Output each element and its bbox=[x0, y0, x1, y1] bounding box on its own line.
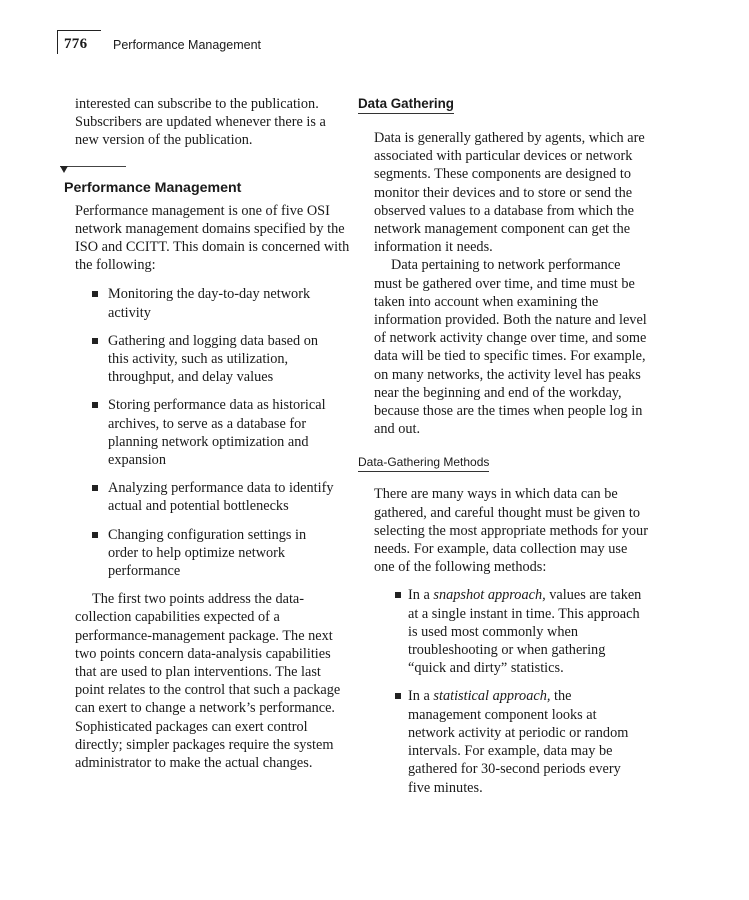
bullet-square-icon bbox=[92, 532, 98, 538]
section-heading: Performance Management bbox=[64, 179, 242, 196]
closing-paragraph: The first two points address the data-collection capabilities expected of a performance-management package. The next two points concern data-analysis capabilities that are used to plan interventions. The last point relates to the control that such a package can exert to change a network’s performance. Sophisticated packages can exert control directly; simpler packages require the system administrator to make the actual changes. bbox=[75, 591, 341, 772]
left-column bbox=[60, 95, 350, 772]
data-gathering-paragraph-2: Data pertaining to network performance must be gathered over time, and time must be taken into account when examining the information provided. Both the nature and level of network activity change over time, and some data will be tied to specific times. For example, on many networks, the activity level has peaks near the beginning and end of the workday, because those are the times when people log in and out. bbox=[374, 257, 647, 438]
list-item: Monitoring the day-to-day network activity bbox=[60, 285, 350, 321]
right-bullet-list bbox=[358, 586, 650, 796]
bullet-square-icon bbox=[395, 592, 401, 598]
bullet-square-icon bbox=[92, 402, 98, 408]
bullet-square-icon bbox=[92, 338, 98, 344]
list-item: Gathering and logging data based on this activity, such as utilization, throughput, and delay values bbox=[60, 332, 350, 387]
list-item: In a snapshot approach, values are taken at a single instant in time. This approach is used most commonly when troubleshooting or when gathering “quick and dirty” statistics. bbox=[358, 586, 650, 677]
subsubheading-block bbox=[358, 453, 650, 475]
intro-paragraph: interested can subscribe to the publication. Subscribers are updated whenever there is a new version of the publication. bbox=[75, 96, 326, 149]
running-title: Performance Management bbox=[113, 38, 261, 52]
data-gathering-paragraph-1: Data is generally gathered by agents, which are associated with particular devices or network segments. These components are designed to monitor their devices and to store or send the observed values to a database from which the network management component can get the information it needs. bbox=[374, 130, 645, 256]
snapshot-approach-term: snapshot approach, bbox=[433, 587, 546, 604]
left-bullet-list bbox=[60, 285, 350, 580]
header-rule-top bbox=[57, 30, 101, 31]
section-heading-block bbox=[60, 166, 350, 200]
running-head bbox=[57, 30, 317, 56]
triangle-marker-icon bbox=[60, 166, 68, 173]
header-rule-left bbox=[57, 30, 58, 54]
section-intro-paragraph: Performance management is one of five OSI network management domains specified by the ISO and CCITT. This domain is concerned with the following: bbox=[75, 202, 350, 274]
right-column bbox=[358, 95, 650, 797]
list-item: Changing configuration settings in order to help optimize network performance bbox=[60, 526, 350, 581]
methods-intro-paragraph: There are many ways in which data can be gathered, and careful thought must be given to selecting the most appropriate methods for your needs. For example, data collection may use one of the following methods: bbox=[374, 486, 648, 576]
bullet-square-icon bbox=[395, 693, 401, 699]
list-item: Analyzing performance data to identify actual and potential bottlenecks bbox=[60, 479, 350, 515]
heading-rule bbox=[60, 166, 126, 167]
statistical-approach-term: statistical approach, bbox=[433, 688, 551, 705]
data-gathering-heading: Data Gathering bbox=[358, 96, 454, 114]
list-item: In a statistical approach, the management component looks at network activity at periodic or random intervals. For example, data may be gathered for 30-second periods every five minutes. bbox=[358, 687, 650, 796]
page-number: 776 bbox=[64, 36, 88, 52]
subheading-block bbox=[358, 95, 650, 119]
bullet-square-icon bbox=[92, 291, 98, 297]
list-item: Storing performance data as historical archives, to serve as a database for planning network optimization and expansion bbox=[60, 396, 350, 469]
bullet-square-icon bbox=[92, 485, 98, 491]
data-gathering-methods-heading: Data-Gathering Methods bbox=[358, 455, 489, 472]
